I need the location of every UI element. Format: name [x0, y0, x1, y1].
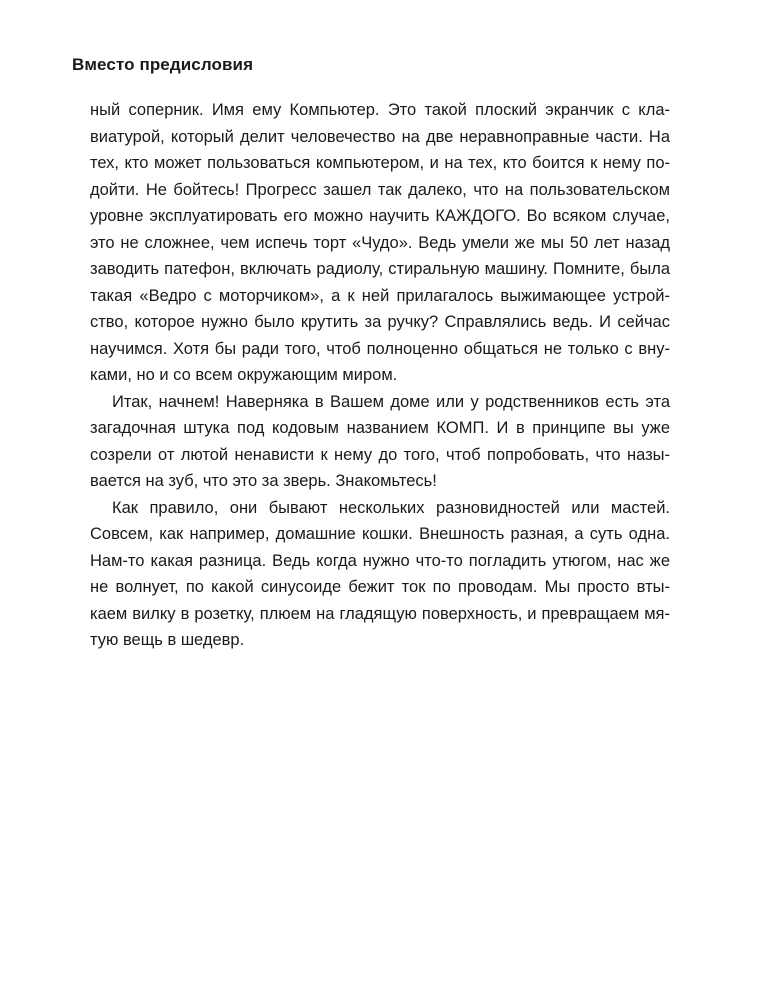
text-line: тую вещь в шедевр.	[90, 631, 245, 649]
text-line: Нам-то какая разница. Ведь когда нужно что-то погладить утюгом, нас же	[90, 551, 670, 570]
text-line-paragraph-start: Как правило, они бывают нескольких разновидностей или мастей.	[112, 498, 670, 517]
text-line: ство, которое нужно было крутить за ручку? Справлялись ведь. И сейчас	[90, 313, 670, 331]
text-line: тех, кто может пользоваться компьютером, и на тех, кто боится к нему по-	[90, 154, 670, 172]
text-line: созрели от лютой ненависти к нему до того, чтоб попробовать, что назы-	[90, 445, 670, 464]
text-line: ный соперник. Имя ему Компьютер. Это такой плоский экранчик с кла-	[90, 101, 670, 119]
text-line: Совсем, как например, домашние кошки. Внешность разная, а суть одна.	[90, 525, 670, 543]
text-line: это не сложнее, чем испечь торт «Чудо». Ведь умели же мы 50 лет назад	[90, 233, 670, 252]
text-line: дойти. Не бойтесь! Прогресс зашел так далеко, что на пользовательском	[90, 180, 670, 199]
text-line-paragraph-start: Итак, начнем! Наверняка в Вашем доме или у родственников есть эта	[112, 392, 670, 411]
running-header-title: Вместо предисловия	[72, 55, 254, 74]
text-line: научимся. Хотя бы ради того, чтоб полноценно общаться не только с вну-	[90, 339, 670, 358]
text-line: ками, но и со всем окружающим миром.	[90, 366, 398, 384]
text-line: виатурой, который делит человечество на две неравноправные части. На	[90, 127, 670, 146]
body-text	[90, 97, 670, 654]
text-line: уровне эксплуатировать его можно научить КАЖДОГО. Во всяком случае,	[90, 207, 670, 225]
text-line: заводить патефон, включать радиолу, стиральную машину. Помните, была	[90, 260, 670, 278]
text-line: каем вилку в розетку, плюем на гладящую поверхность, и превращаем мя-	[90, 604, 670, 623]
text-line: вается на зуб, что это за зверь. Знакомьтесь!	[90, 472, 437, 490]
text-line: загадочная штука под кодовым названием КОМП. И в принципе вы уже	[90, 419, 670, 437]
text-line: такая «Ведро с моторчиком», а к ней прилагалось выжимающее устрой-	[90, 286, 670, 305]
text-line: не волнует, по какой синусоиде бежит ток по проводам. Мы просто вты-	[90, 578, 670, 596]
